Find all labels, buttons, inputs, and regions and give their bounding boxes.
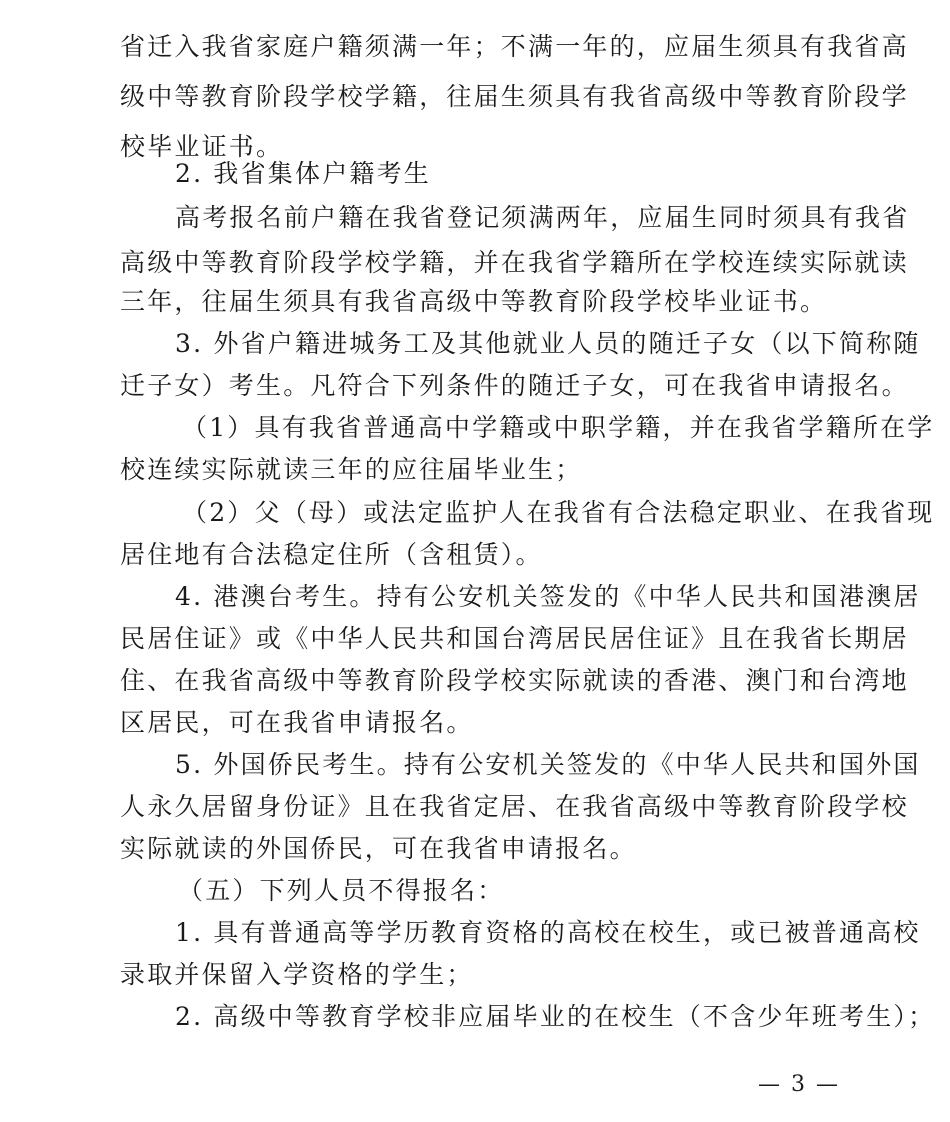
- text-line: 人永久居留身份证》且在我省定居、在我省高级中等教育阶段学校: [120, 792, 909, 821]
- subheading: （五）下列人员不得报名：: [178, 876, 505, 905]
- text-line: 校连续实际就读三年的应往届毕业生；: [120, 455, 583, 484]
- text-line: 高考报名前户籍在我省登记须满两年，应届生同时须具有我省: [175, 203, 910, 232]
- text-line: 录取并保留入学资格的学生；: [120, 960, 474, 989]
- text-line: 3. 外省户籍进城务工及其他就业人员的随迁子女（以下简称随: [175, 329, 921, 358]
- text-line: 民居住证》或《中华人民共和国台湾居民居住证》且在我省长期居: [120, 624, 909, 653]
- text-line: 居住地有合法稳定住所（含租赁）。: [120, 540, 543, 569]
- page-number: — 3 —: [758, 1072, 840, 1097]
- text-line: 2. 高级中等教育学校非应届毕业的在校生（不含少年班考生）；: [175, 1002, 936, 1031]
- text-line: 区居民，可在我省申请报名。: [120, 708, 474, 737]
- text-line: 迁子女）考生。凡符合下列条件的随迁子女，可在我省申请报名。: [120, 371, 909, 400]
- text-line: 高级中等教育阶段学校学籍，并在我省学籍所在学校连续实际就读: [120, 248, 909, 277]
- text-line: 省迁入我省家庭户籍须满一年；不满一年的，应届生须具有我省高: [120, 32, 909, 61]
- text-line: 住、在我省高级中等教育阶段学校实际就读的香港、澳门和台湾地: [120, 666, 909, 695]
- text-line: 三年，往届生须具有我省高级中等教育阶段学校毕业证书。: [120, 287, 828, 316]
- text-line: 5. 外国侨民考生。持有公安机关签发的《中华人民共和国外国: [175, 750, 921, 779]
- subheading: 2. 我省集体户籍考生: [175, 159, 431, 188]
- text-line: 1. 具有普通高等学历教育资格的高校在校生，或已被普通高校: [175, 918, 921, 947]
- text-line: （1）具有我省普通高中学籍或中职学籍，并在我省学籍所在学: [182, 413, 935, 442]
- text-line: （2）父（母）或法定监护人在我省有合法稳定职业、在我省现: [182, 498, 935, 527]
- text-line: 实际就读的外国侨民，可在我省申请报名。: [120, 834, 637, 863]
- text-line: 4. 港澳台考生。持有公安机关签发的《中华人民共和国港澳居: [175, 582, 921, 611]
- text-line: 级中等教育阶段学校学籍，往届生须具有我省高级中等教育阶段学: [120, 82, 909, 111]
- text-line: 校毕业证书。: [120, 132, 284, 161]
